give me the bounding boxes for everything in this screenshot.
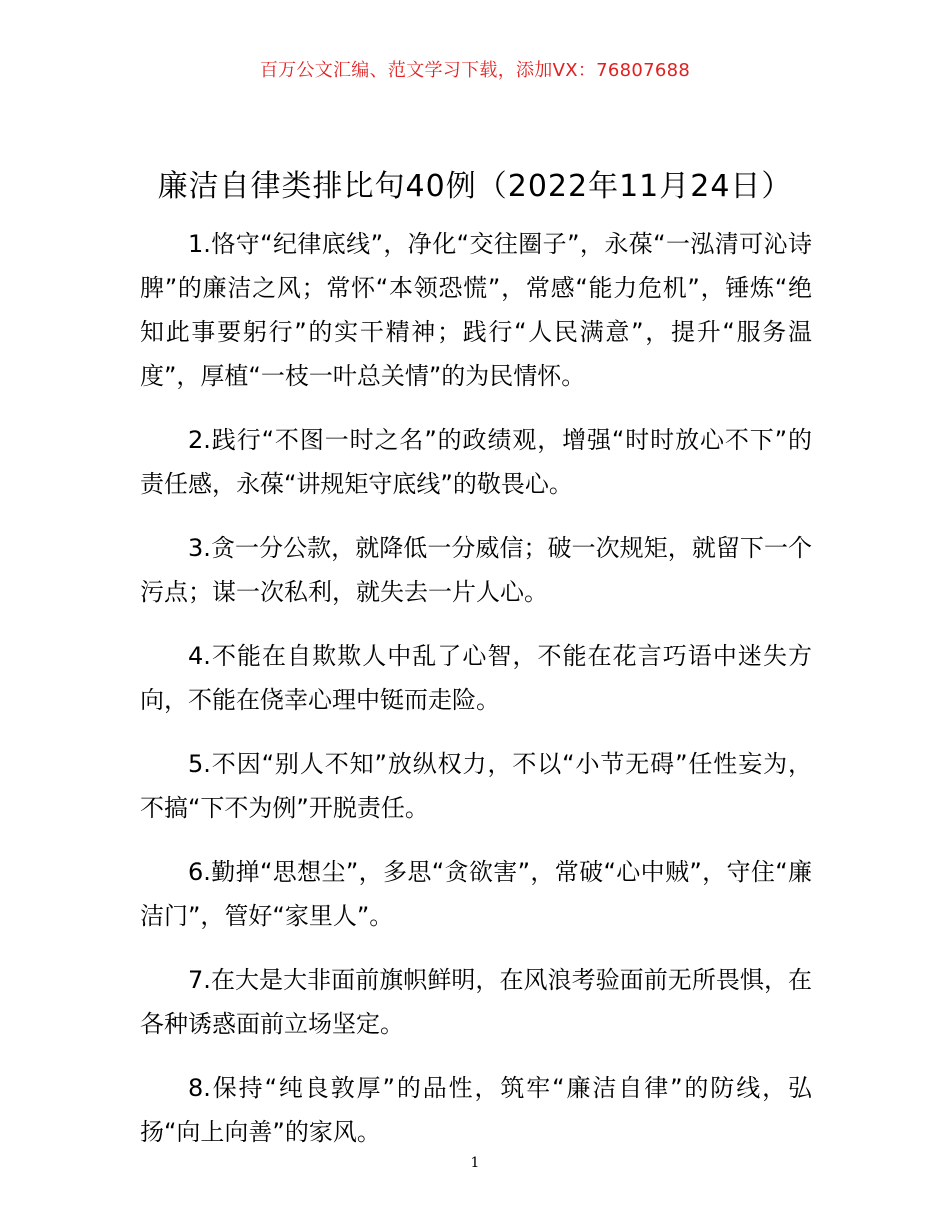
paragraph-7: 7.在大是大非面前旗帜鲜明，在风浪考验面前无所畏惧，在各种诱惑面前立场坚定。: [140, 966, 812, 1038]
paragraph-4: 4.不能在自欺欺人中乱了心智，不能在花言巧语中迷失方向，不能在侥幸心理中铤而走险。: [140, 642, 812, 714]
page-number: 1: [470, 1155, 480, 1171]
document-body: [140, 222, 812, 1174]
paragraph-1: 1.恪守“纪律底线”，净化“交往圈子”，永葆“一泓清可沁诗脾”的廉洁之风；常怀“本领恐慌”，常感“能力危机”，锤炼“绝知此事要躬行”的实干精神；践行“人民满意”，提升“服务温度”，厚植“一枝一叶总关情”的为民情怀。: [140, 230, 812, 390]
page-title: 廉洁自律类排比句40例（2022年11月24日）: [157, 169, 793, 204]
paragraph-6: 6.勤掸“思想尘”，多思“贪欲害”，常破“心中贼”，守住“廉洁门”，管好“家里人”。: [140, 858, 812, 930]
paragraph-2: 2.践行“不图一时之名”的政绩观，增强“时时放心不下”的责任感，永葆“讲规矩守底线”的敬畏心。: [140, 426, 812, 498]
paragraph-5: 5.不因“别人不知”放纵权力，不以“小节无碍”任性妄为，不搞“下不为例”开脱责任。: [140, 750, 812, 822]
paragraph-8: 8.保持“纯良敦厚”的品性，筑牢“廉洁自律”的防线，弘扬“向上向善”的家风。: [140, 1074, 812, 1146]
header-notice: 百万公文汇编、范文学习下载，添加VX：76807688: [259, 60, 691, 81]
paragraph-3: 3.贪一分公款，就降低一分威信；破一次规矩，就留下一个污点；谋一次私利，就失去一片人心。: [140, 534, 812, 606]
